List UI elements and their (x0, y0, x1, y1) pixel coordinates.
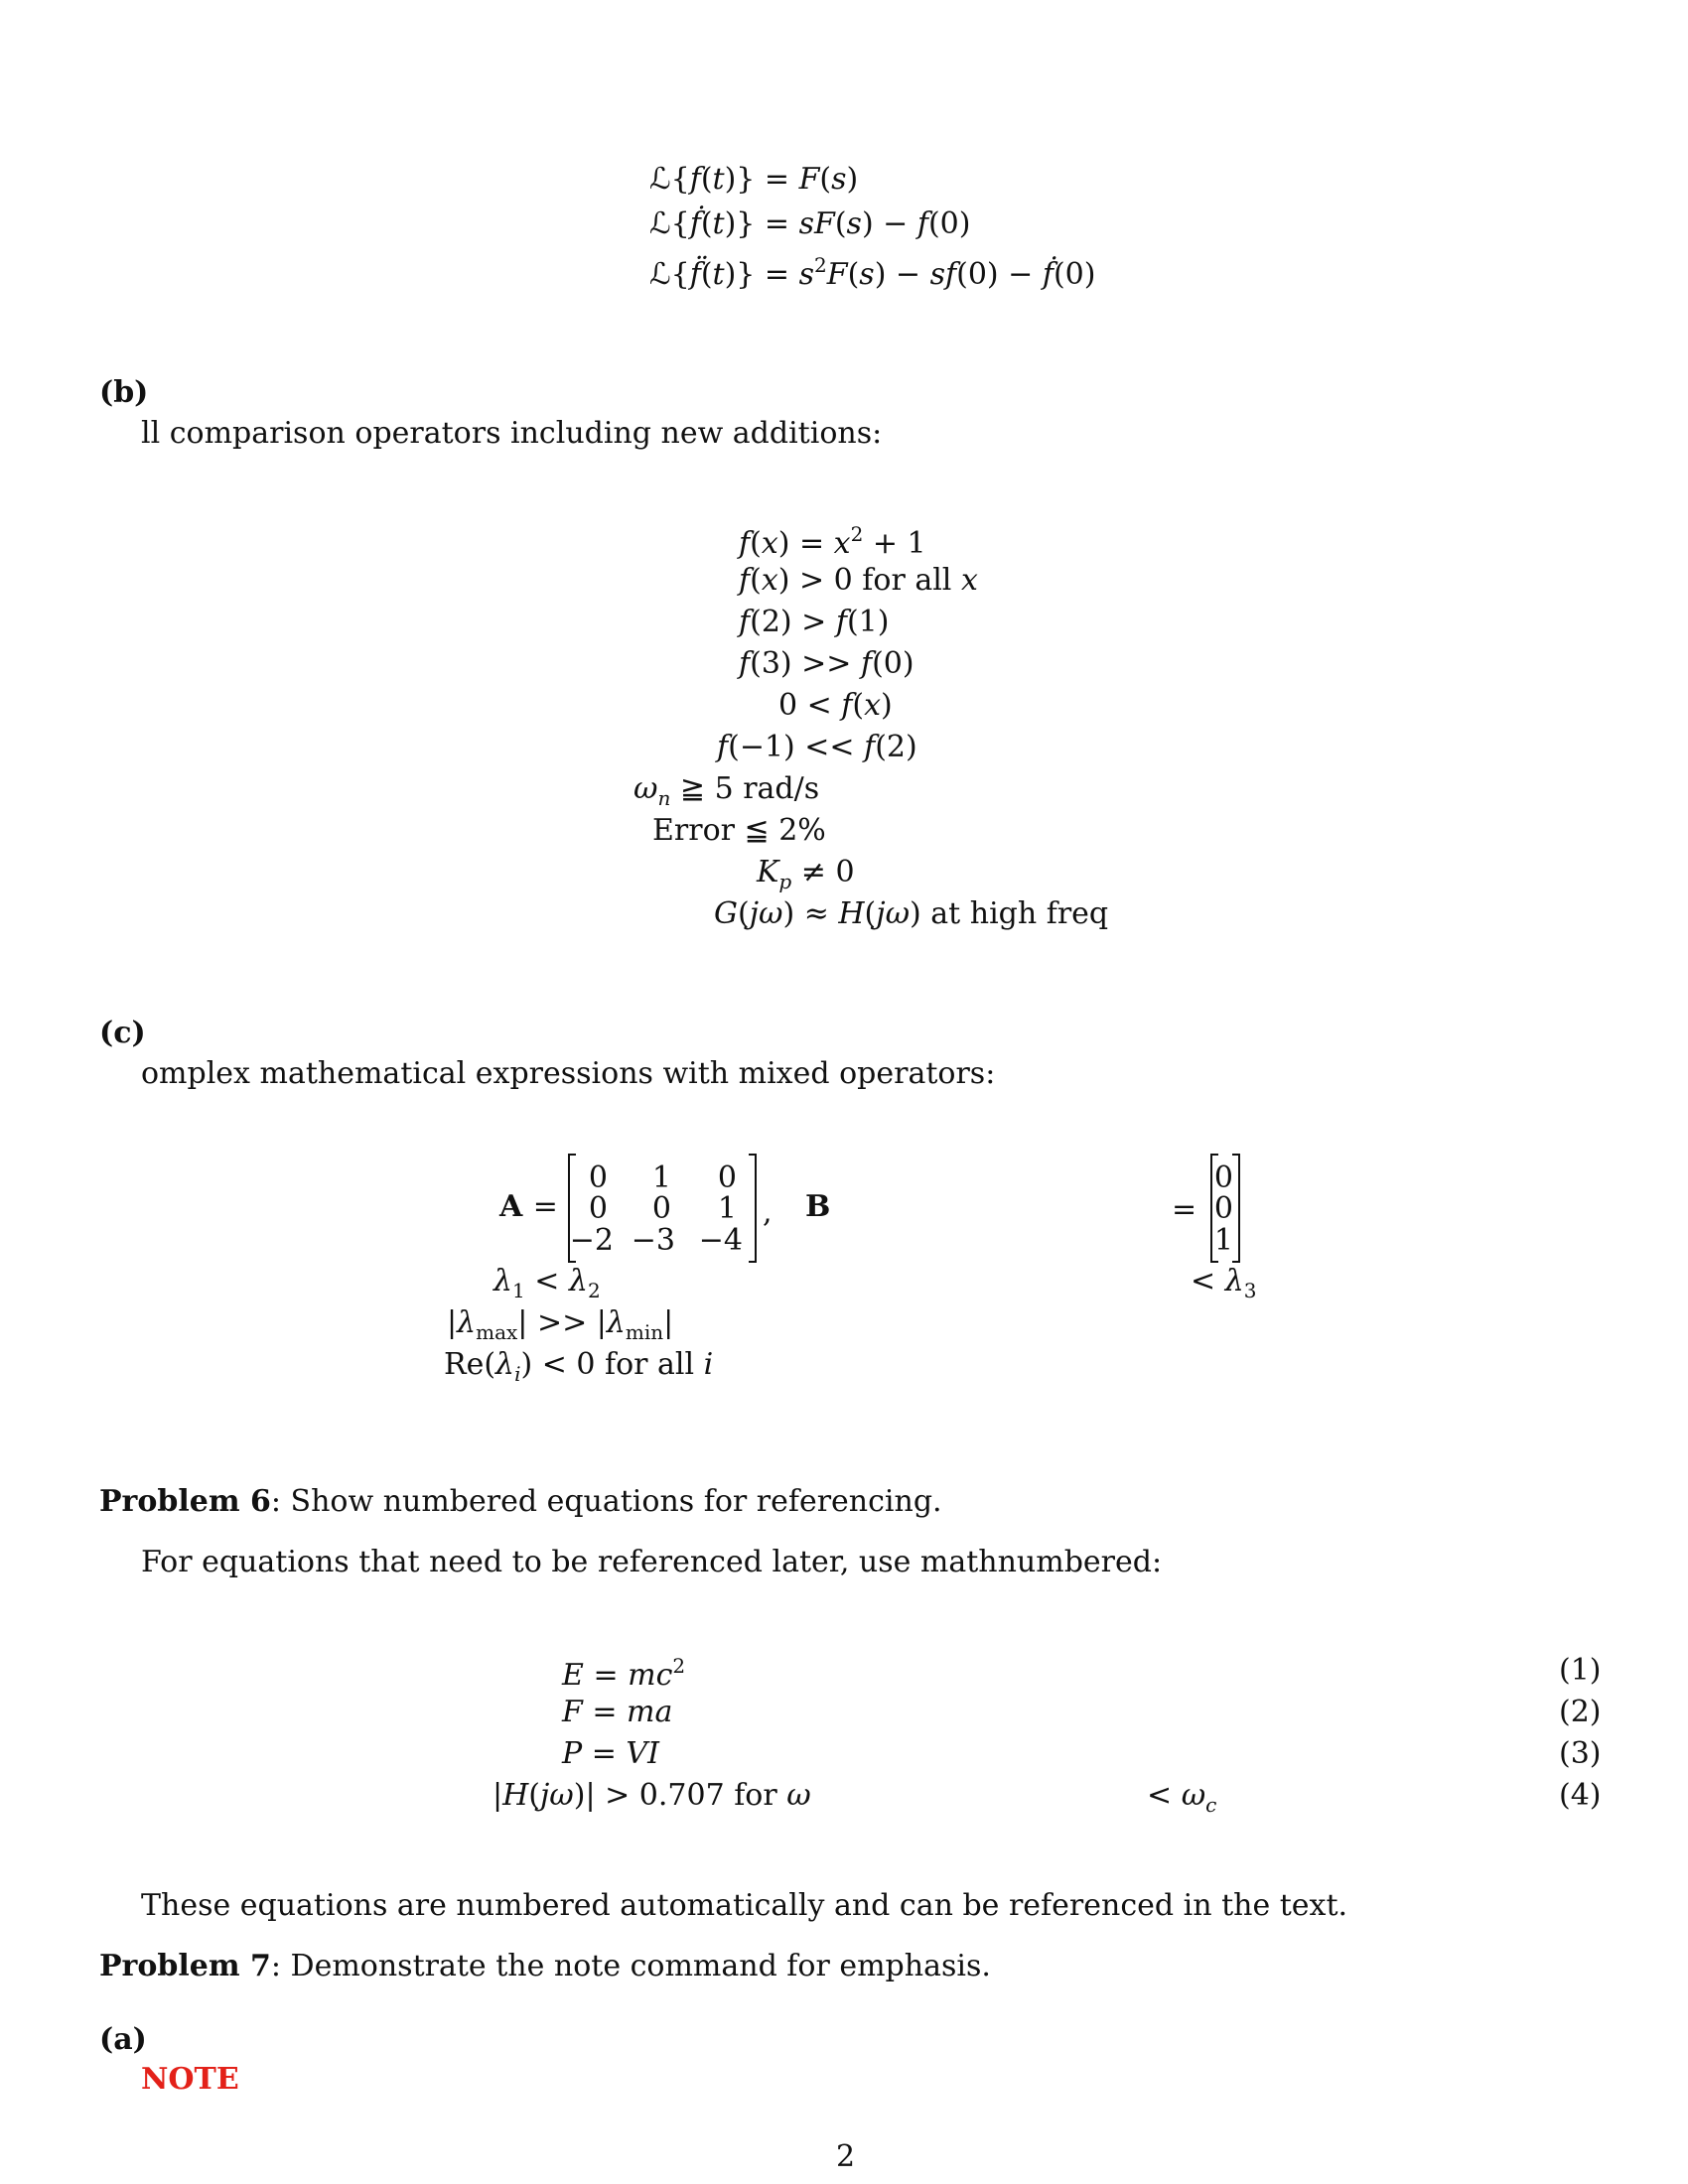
matrix-b-label: B (805, 1189, 831, 1224)
matrix-a: 0 1 0 0 0 1 −2 −3 −4 (568, 1156, 757, 1261)
lambda-max-min: $|\lambda_{max}| >> |\lambda_{min}|$ (447, 1305, 674, 1344)
eq-fx-def: $f(x) = x^2 + 1$ (739, 522, 926, 561)
matrix-comma: , (763, 1195, 773, 1230)
matrix-b-eq: = (1172, 1192, 1197, 1227)
eq-f3-gg-f0: f(3) >> f(0) (739, 646, 914, 681)
vector-b: 0 0 1 (1210, 1156, 1240, 1261)
eq-kp: $K_p \ne 0$ (757, 855, 855, 893)
lambda-1-lt-2: $\lambda_1 < \lambda_2$ (493, 1264, 601, 1302)
eq-zero-lt-fx: 0 < f(x) (778, 688, 893, 723)
laplace-eq-2: ℒ{ḟ(t)} = sF(s) − f(0) (649, 206, 971, 241)
matrix-a-label: A = (499, 1189, 558, 1224)
part-b-label: (b) (99, 375, 149, 410)
problem-6-after: These equations are numbered automatically and can be referenced in the text. (141, 1888, 1348, 1923)
eq-error: Error ≦ 2% (652, 813, 826, 848)
re-lambda: $Re(\lambda_i) < 0$ for all i (444, 1347, 714, 1386)
eq-4-h-jw: |H(jω)| > 0.707 for ω (492, 1778, 811, 1813)
eq-f2-gt-f1: f(2) > f(1) (739, 605, 890, 639)
eq-number-1: (1) (1559, 1653, 1602, 1688)
part-c-text: omplex mathematical expressions with mixed operators: (141, 1056, 996, 1091)
eq-number-3: (3) (1559, 1736, 1602, 1771)
problem-6-intro: For equations that need to be referenced later, use mathnumbered: (141, 1545, 1163, 1579)
eq-number-2: (2) (1559, 1695, 1602, 1729)
eq-2-fma: F = ma (562, 1695, 673, 1729)
problem-7-heading: Problem 7: Demonstrate the note command for emphasis. (99, 1949, 991, 1983)
problem-7-part-a-label: (a) (99, 2022, 147, 2057)
eq-g-approx-h: G(jω) ≈ H(jω) at high freq (714, 896, 1109, 931)
eq-3-pvi: P = VI (562, 1736, 659, 1771)
laplace-eq-1: ℒ{f(t)} = F(s) (649, 162, 859, 197)
lambda-lt-3: < $\lambda_3$ (1191, 1264, 1257, 1302)
eq-number-4: (4) (1559, 1778, 1602, 1813)
part-c-label: (c) (99, 1016, 146, 1050)
note-label: NOTE (141, 2062, 239, 2097)
laplace-eq-3: ℒ{f̈(t)} = $s^2F(s) - sf(0)$ − ḟ(0) (649, 253, 1096, 292)
eq-fx-positive: f(x) > 0 for all x (739, 563, 978, 598)
eq-4-right: < $\omega_c$ (1147, 1778, 1217, 1817)
eq-fm1-ll-f2: f(−1) << f(2) (717, 730, 917, 764)
eq-1-emc2: $E = mc^2$ (562, 1654, 686, 1693)
problem-6-heading: Problem 6: Show numbered equations for referencing. (99, 1484, 942, 1519)
eq-omega-n: $\omega_n$ ≧ 5 rad/s (633, 771, 820, 810)
part-b-text: ll comparison operators including new additions: (141, 416, 883, 451)
page-number: 2 (836, 2139, 856, 2174)
